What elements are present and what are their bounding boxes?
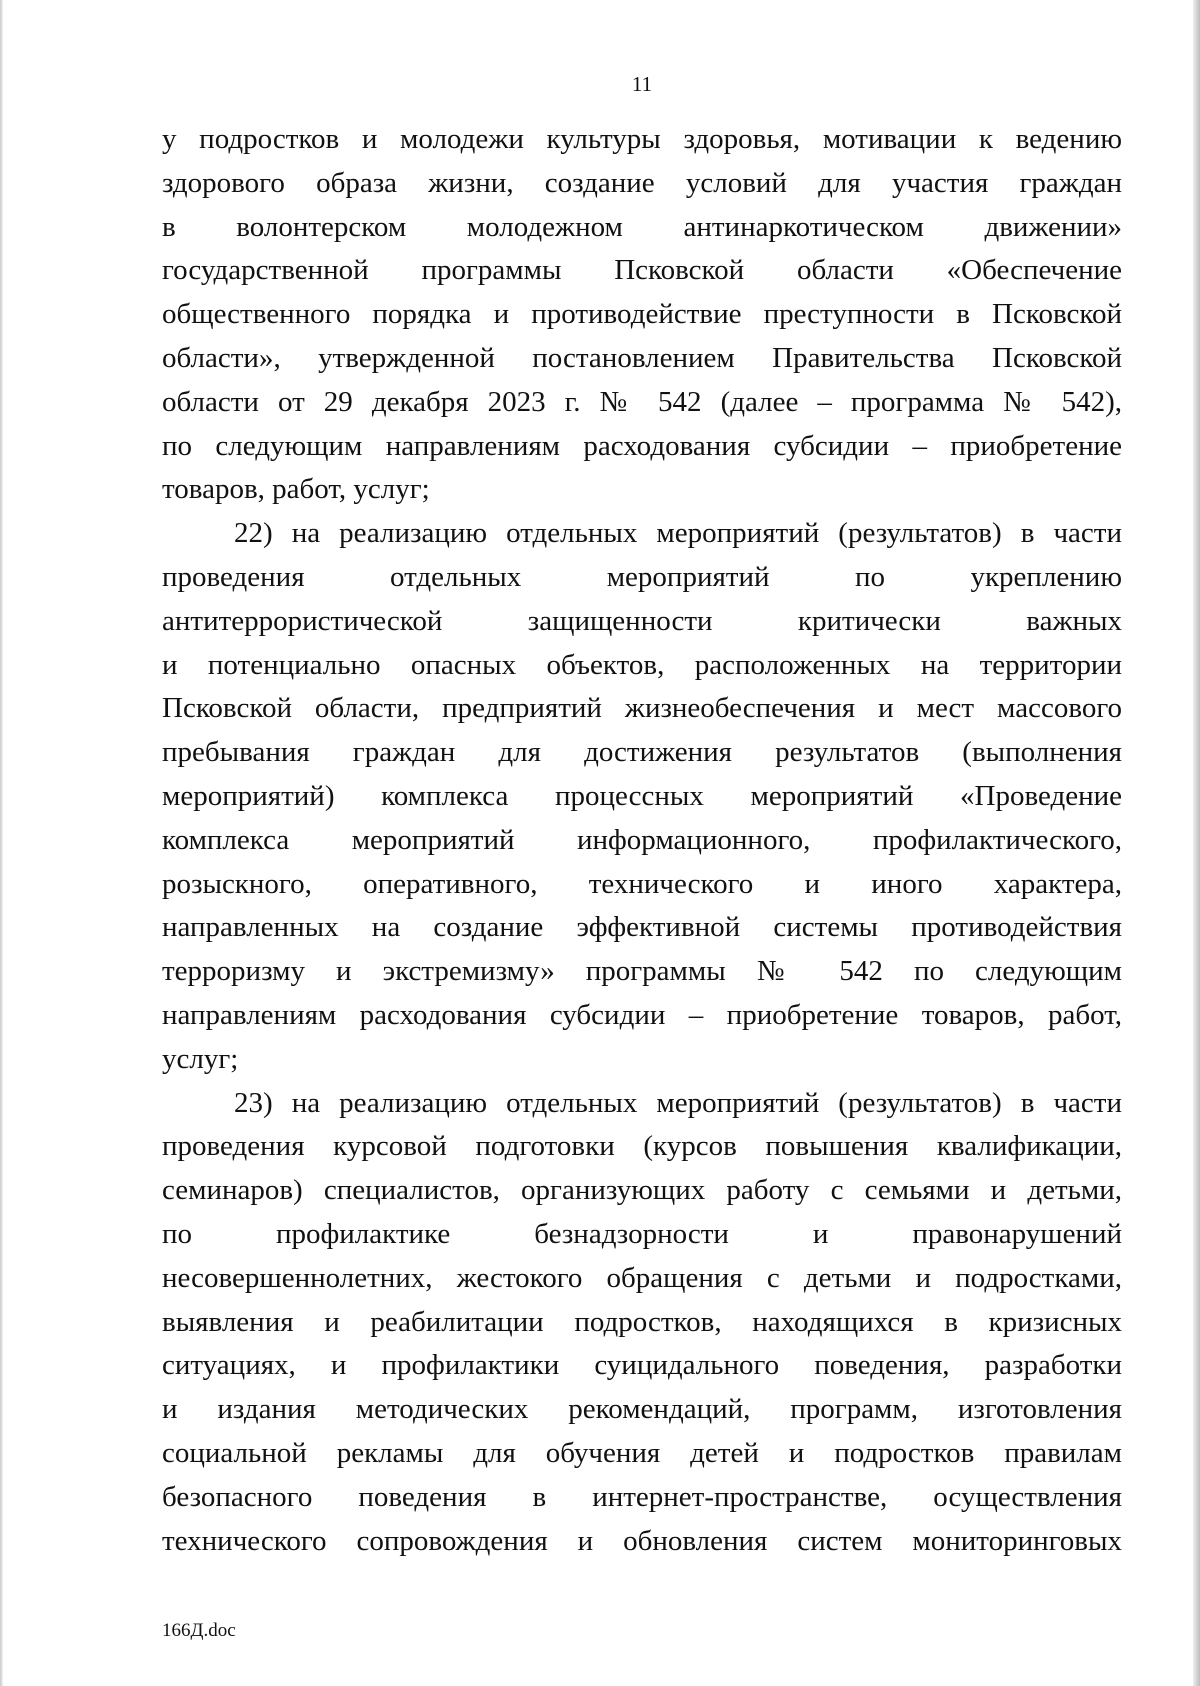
document-body <box>162 118 1122 1563</box>
text-line: услуг; <box>162 1042 239 1075</box>
text-line: терроризму и экстремизму» программы № 542 по следующим <box>162 955 1122 988</box>
text-line: и потенциально опасных объектов, расположенных на территории <box>162 648 1122 681</box>
text-line: комплекса мероприятий информационного, профилактического, <box>162 823 1122 856</box>
paragraph-1 <box>162 118 1122 512</box>
text-line: направлениям расходования субсидии – приобретение товаров, работ, <box>162 998 1122 1031</box>
text-line: социальной рекламы для обучения детей и подростков правилам <box>162 1436 1122 1469</box>
page-number: 11 <box>631 72 653 96</box>
scan-edge-right <box>1193 0 1200 1686</box>
text-line: в волонтерском молодежном антинаркотическом движении» <box>162 210 1122 243</box>
text-line: антитеррористической защищенности критически важных <box>162 604 1122 637</box>
paragraph-2 <box>162 512 1122 1081</box>
scan-edge-left <box>0 0 3 1686</box>
text-line: несовершеннолетних, жестокого обращения с детьми и подростками, <box>162 1261 1122 1294</box>
text-line: здорового образа жизни, создание условий для участия граждан <box>162 166 1122 199</box>
text-line: ситуациях, и профилактики суицидального поведения, разработки <box>162 1349 1122 1382</box>
text-line: пребывания граждан для достижения результатов (выполнения <box>162 736 1122 769</box>
text-line: области», утвержденной постановлением Правительства Псковской <box>162 341 1122 374</box>
text-line: по следующим направлениям расходования субсидии – приобретение <box>162 429 1122 462</box>
text-line: проведения курсовой подготовки (курсов повышения квалификации, <box>162 1130 1122 1163</box>
text-line: мероприятий) комплекса процессных мероприятий «Проведение <box>162 779 1122 812</box>
text-line: Псковской области, предприятий жизнеобеспечения и мест массового <box>162 692 1122 725</box>
text-line: безопасного поведения в интернет-пространстве, осуществления <box>162 1480 1122 1513</box>
text-line: государственной программы Псковской области «Обеспечение <box>162 254 1122 287</box>
text-line: 23) на реализацию отдельных мероприятий (результатов) в части <box>234 1086 1122 1119</box>
text-line: и издания методических рекомендаций, программ, изготовления <box>162 1393 1122 1426</box>
text-line: общественного порядка и противодействие преступности в Псковской <box>162 298 1122 331</box>
text-line: по профилактике безнадзорности и правонарушений <box>162 1217 1122 1250</box>
text-line: товаров, работ, услуг; <box>162 473 430 506</box>
text-line: области от 29 декабря 2023 г. № 542 (далее – программа № 542), <box>162 385 1122 418</box>
text-line: проведения отдельных мероприятий по укреплению <box>162 560 1122 593</box>
text-line: выявления и реабилитации подростков, находящихся в кризисных <box>162 1305 1122 1338</box>
text-line: семинаров) специалистов, организующих работу с семьями и детьми, <box>162 1174 1122 1207</box>
text-line: направленных на создание эффективной системы противодействия <box>162 911 1122 944</box>
paragraph-3 <box>162 1082 1122 1564</box>
text-line: у подростков и молодежи культуры здоровья, мотивации к ведению <box>162 123 1122 155</box>
text-line: технического сопровождения и обновления систем мониторинговых <box>162 1524 1122 1557</box>
footer-filename: 166Д.doc <box>162 1620 236 1641</box>
text-line: розыскного, оперативного, технического и иного характера, <box>162 867 1122 900</box>
text-line: 22) на реализацию отдельных мероприятий (результатов) в части <box>234 517 1122 550</box>
